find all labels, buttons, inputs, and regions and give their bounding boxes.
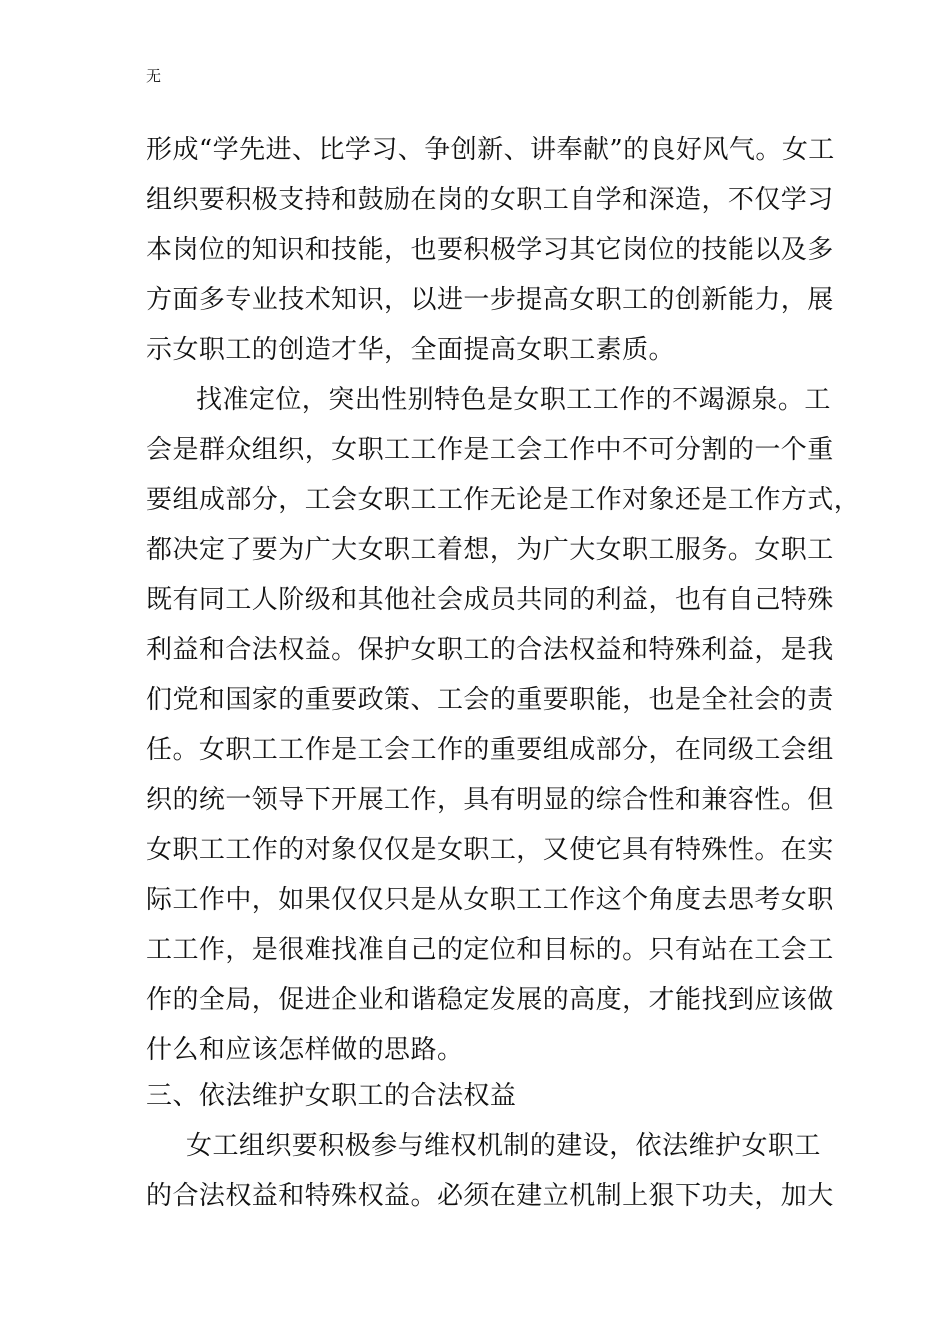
text-line-17: 工工作，是很难找准自己的定位和目标的。只有站在工会工 <box>146 935 834 965</box>
section-heading: 三、依法维护女职工的合法权益 <box>146 1081 517 1111</box>
text-line-5: 示女职工的创造才华，全面提高女职工素质。 <box>146 335 676 365</box>
paragraph-3-first-line: 女工组织要积极参与维权机制的建设，依法维护女职工 <box>186 1131 821 1161</box>
page-header: 无 <box>146 67 162 85</box>
text-line-14: 织的统一领导下开展工作，具有明显的综合性和兼容性。但 <box>146 785 834 815</box>
text-line-3: 本岗位的知识和技能，也要积极学习其它岗位的技能以及多 <box>146 235 834 265</box>
text-line-11: 利益和合法权益。保护女职工的合法权益和特殊利益，是我 <box>146 635 834 665</box>
text-line-15: 女职工工作的对象仅仅是女职工，又使它具有特殊性。在实 <box>146 835 834 865</box>
text-line-4: 方面多专业技术知识，以进一步提高女职工的创新能力，展 <box>146 285 834 315</box>
text-line-7: 会是群众组织，女职工工作是工会工作中不可分割的一个重 <box>146 435 834 465</box>
text-line-12: 们党和国家的重要政策、工会的重要职能，也是全社会的责 <box>146 685 834 715</box>
text-line-2: 组织要积极支持和鼓励在岗的女职工自学和深造，不仅学习 <box>146 185 834 215</box>
text-line-9: 都决定了要为广大女职工着想，为广大女职工服务。女职工 <box>146 535 834 565</box>
text-line-10: 既有同工人阶级和其他社会成员共同的利益，也有自己特殊 <box>146 585 834 615</box>
text-line-1: 形成“学先进、比学习、争创新、讲奉献”的良好风气。女工 <box>146 135 835 165</box>
text-line-19: 什么和应该怎样做的思路。 <box>146 1035 464 1065</box>
text-line-18: 作的全局，促进企业和谐稳定发展的高度，才能找到应该做 <box>146 985 834 1015</box>
text-line-22: 的合法权益和特殊权益。必须在建立机制上狠下功夫，加大 <box>146 1181 834 1211</box>
text-line-8: 要组成部分，工会女职工工作无论是工作对象还是工作方式， <box>146 485 861 515</box>
text-line-16: 际工作中，如果仅仅只是从女职工工作这个角度去思考女职 <box>146 885 834 915</box>
paragraph-2-first-line: 找准定位，突出性别特色是女职工工作的不竭源泉。工 <box>196 385 831 415</box>
text-line-13: 任。女职工工作是工会工作的重要组成部分，在同级工会组 <box>146 735 834 765</box>
